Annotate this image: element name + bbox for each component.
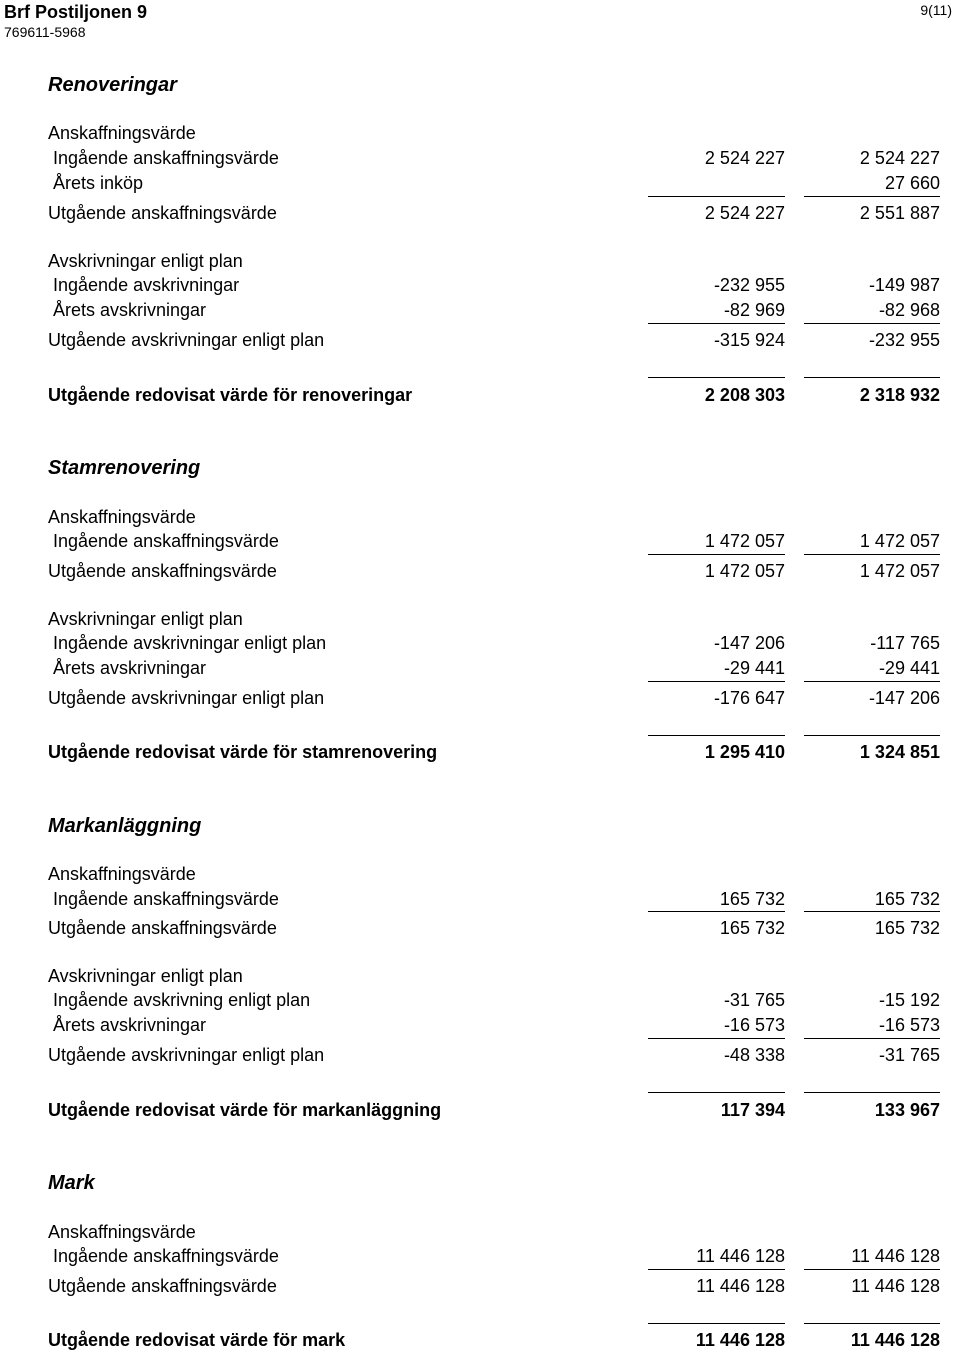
section-title-markanlaggning: Markanläggning [48,815,202,837]
table-row [0,631,960,655]
row-label: Utgående avskrivningar enligt plan [48,330,325,350]
depreciation-heading [0,249,960,273]
sum-rule [648,1092,785,1093]
book-value-row [0,740,960,764]
value-previous-year: 1 324 851 [859,742,940,762]
value-previous-year: 165 732 [874,889,940,909]
value-current-year: 11 446 128 [696,1246,785,1266]
row-label: Avskrivningar enligt plan [48,609,243,629]
table-row [0,328,960,352]
organization-name: Brf Postiljonen 9 [4,2,148,22]
row-label: Årets avskrivningar [53,1015,207,1035]
sum-rule [648,1038,785,1039]
value-previous-year: 2 318 932 [859,385,940,405]
value-current-year: 117 394 [720,1100,785,1120]
value-current-year: 2 524 227 [704,203,785,223]
row-label: Utgående avskrivningar enligt plan [48,688,325,708]
sum-rule [804,1269,940,1270]
value-current-year: -31 765 [723,990,785,1010]
sum-rule [804,196,940,197]
sum-rule [648,911,785,912]
value-current-year: -29 441 [723,658,785,678]
value-current-year: 165 732 [719,889,785,909]
row-label: Ingående avskrivning enligt plan [53,990,311,1010]
table-row [0,146,960,170]
table-row [0,298,960,322]
row-label: Anskaffningsvärde [48,1222,196,1242]
row-label: Ingående anskaffningsvärde [53,531,279,551]
table-row [0,1013,960,1037]
row-label: Anskaffningsvärde [48,123,196,143]
sum-rule [648,1323,785,1324]
value-previous-year: -117 765 [870,633,940,653]
table-row [0,686,960,710]
table-row [0,1244,960,1268]
row-label: Anskaffningsvärde [48,507,196,527]
row-label: Utgående avskrivningar enligt plan [48,1045,325,1065]
depreciation-heading [0,607,960,631]
sum-rule [804,323,940,324]
value-previous-year: 11 446 128 [851,1276,940,1296]
page-number: 9(11) [920,2,952,18]
value-current-year: 165 732 [719,918,785,938]
value-current-year: 1 295 410 [704,742,785,762]
depreciation-heading [0,964,960,988]
sum-rule [804,1323,940,1324]
acquisition-heading [0,862,960,886]
sum-rule [804,554,940,555]
acquisition-heading [0,1220,960,1244]
table-row [0,887,960,911]
row-label: Utgående redovisat värde för mark [48,1330,346,1350]
section-title-stamrenovering: Stamrenovering [48,457,201,479]
value-current-year: -82 969 [723,300,785,320]
table-row [0,1274,960,1298]
row-label: Årets avskrivningar [53,658,207,678]
value-previous-year: -82 968 [878,300,940,320]
book-value-row [0,1328,960,1352]
sum-rule [804,1092,940,1093]
sum-rule [804,735,940,736]
table-row [0,273,960,297]
value-previous-year: 11 446 128 [851,1246,940,1266]
value-previous-year: -16 573 [878,1015,940,1035]
value-previous-year: 1 472 057 [859,531,940,551]
table-row [0,201,960,225]
sum-rule [804,681,940,682]
row-label: Avskrivningar enligt plan [48,251,243,271]
row-label: Ingående avskrivningar [53,275,240,295]
value-previous-year: -31 765 [878,1045,940,1065]
row-label: Anskaffningsvärde [48,864,196,884]
row-label: Årets avskrivningar [53,300,207,320]
table-row [0,171,960,195]
row-label: Avskrivningar enligt plan [48,966,243,986]
value-current-year: -232 955 [713,275,785,295]
value-previous-year: -147 206 [868,688,940,708]
row-label: Ingående anskaffningsvärde [53,889,279,909]
value-previous-year: 133 967 [874,1100,940,1120]
organization-number: 769611-5968 [4,24,86,40]
value-current-year: 1 472 057 [704,531,785,551]
sum-rule [648,735,785,736]
table-row [0,656,960,680]
value-current-year: 11 446 128 [695,1330,785,1350]
sum-rule [648,554,785,555]
sum-rule [804,1038,940,1039]
table-row [0,988,960,1012]
value-current-year: -176 647 [713,688,785,708]
acquisition-heading [0,121,960,145]
value-previous-year: -29 441 [878,658,940,678]
row-label: Utgående anskaffningsvärde [48,1276,277,1296]
sum-rule [648,377,785,378]
value-current-year: -16 573 [723,1015,785,1035]
table-row [0,1043,960,1067]
row-label: Utgående redovisat värde för stamrenovering [48,742,438,762]
value-current-year: 1 472 057 [704,561,785,581]
value-current-year: 2 524 227 [704,148,785,168]
table-row [0,529,960,553]
value-previous-year: 1 472 057 [859,561,940,581]
table-row [0,559,960,583]
value-previous-year: 165 732 [874,918,940,938]
row-label: Ingående anskaffningsvärde [53,148,279,168]
value-current-year: 2 208 303 [704,385,785,405]
row-label: Utgående anskaffningsvärde [48,561,277,581]
row-label: Utgående redovisat värde för renoveringar [48,385,413,405]
row-label: Ingående anskaffningsvärde [53,1246,279,1266]
sum-rule [648,196,785,197]
value-current-year: 11 446 128 [696,1276,785,1296]
sum-rule [648,323,785,324]
section-title-renoveringar: Renoveringar [48,74,177,96]
value-current-year: -315 924 [713,330,785,350]
book-value-row [0,1098,960,1122]
sum-rule [804,911,940,912]
value-current-year: -48 338 [723,1045,785,1065]
section-title-mark: Mark [48,1172,95,1194]
value-previous-year: 2 551 887 [859,203,940,223]
row-label: Utgående anskaffningsvärde [48,918,277,938]
value-previous-year: -149 987 [868,275,940,295]
acquisition-heading [0,505,960,529]
row-label: Utgående redovisat värde för markanläggning [48,1100,442,1120]
value-previous-year: -232 955 [868,330,940,350]
value-previous-year: -15 192 [878,990,940,1010]
row-label: Årets inköp [53,173,144,193]
sum-rule [648,1269,785,1270]
sum-rule [804,377,940,378]
value-previous-year: 11 446 128 [850,1330,940,1350]
book-value-row [0,383,960,407]
value-previous-year: 2 524 227 [859,148,940,168]
value-previous-year: 27 660 [884,173,940,193]
sum-rule [648,681,785,682]
value-current-year: -147 206 [713,633,785,653]
table-row [0,916,960,940]
row-label: Utgående anskaffningsvärde [48,203,277,223]
row-label: Ingående avskrivningar enligt plan [53,633,327,653]
